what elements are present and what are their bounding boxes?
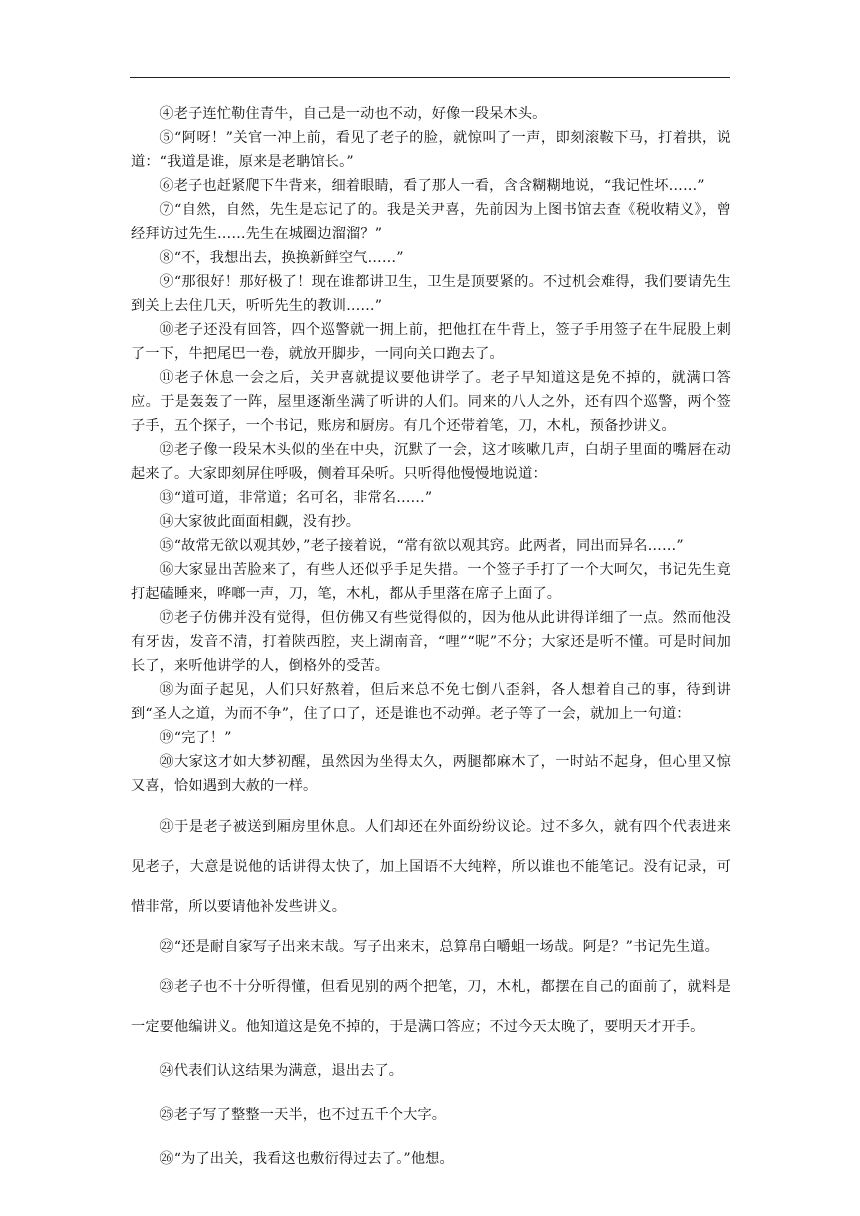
- document-body: [131, 102, 731, 1171]
- paragraph-13: ⑬“道可道，非常道；名可名，非常名……”: [159, 490, 433, 506]
- paragraph-15: ⑮“故常无欲以观其妙，”老子接着说，“常有欲以观其窍。此两者，同出而异名……”: [159, 538, 684, 554]
- paragraph-22: ㉒“还是耐自家写子出来末哉。写子出来末，总算帛白嚼蛆一场哉。阿是？”书记先生道。: [159, 939, 720, 955]
- paragraph-26: ㉖“为了出关，我看这也敷衍得过去了。”他想。: [159, 1151, 454, 1167]
- paragraph-10: ⑩老子还没有回答，四个巡警就一拥上前，把他扛在牛背上，签子手用签子在牛屁股上刺了一下，牛把尾巴一卷，就放开脚步，一同向关口跑去了。: [131, 322, 731, 362]
- paragraph-16: ⑯大家显出苦脸来了，有些人还似乎手足失措。一个签子手打了一个大呵欠，书记先生竟打起磕睡来，哗啷一声，刀，笔，木札，都从手里落在席子上面了。: [131, 562, 731, 602]
- paragraph-12: ⑫老子像一段呆木头似的坐在中央，沉默了一会，这才咳嗽几声，白胡子里面的嘴唇在动起来了。大家即刻屏住呼吸，侧着耳朵听。只听得他慢慢地说道：: [131, 442, 731, 482]
- paragraph-24: ㉔代表们认这结果为满意，退出去了。: [159, 1063, 404, 1079]
- paragraph-23: ㉓老子也不十分听得懂，但看见别的两个把笔，刀，木札，都摆在自己的面前了，就料是一定要他编讲义。他知道这是免不掉的，于是满口答应；不过今天太晚了，要明天才开手。: [131, 979, 731, 1035]
- header-rule: [130, 77, 730, 78]
- paragraph-4: ④老子连忙勒住青牛，自己是一动也不动，好像一段呆木头。: [159, 106, 547, 122]
- paragraph-6: ⑥老子也赶紧爬下牛背来，细着眼睛，看了那人一看，含含糊糊地说，“我记性坏……”: [159, 178, 705, 194]
- paragraph-19: ⑲“完了！”: [159, 730, 232, 746]
- paragraph-5: ⑤“阿呀！”关官一冲上前，看见了老子的脸，就惊叫了一声，即刻滚鞍下马，打着拱，说道：“我道是谁，原来是老聃馆长。”: [131, 130, 731, 170]
- paragraph-20: ⑳大家这才如大梦初醒，虽然因为坐得太久，两腿都麻木了，一时站不起身，但心里又惊又喜，恰如遇到大赦的一样。: [131, 754, 731, 794]
- paragraph-8: ⑧“不，我想出去，换换新鲜空气……”: [159, 250, 404, 266]
- paragraph-21: ㉑于是老子被送到厢房里休息。人们却还在外面纷纷议论。过不多久，就有四个代表进来见老子，大意是说他的话讲得太快了，加上国语不大纯粹，所以谁也不能笔记。没有记录，可惜非常，所以要请他补发些讲义。: [131, 819, 731, 915]
- paragraph-9: ⑨“那很好！那好极了！现在谁都讲卫生，卫生是顶要紧的。不过机会难得，我们要请先生到关上去住几天，听听先生的教训……”: [131, 274, 731, 314]
- paragraph-11: ⑪老子休息一会之后，关尹喜就提议要他讲学了。老子早知道这是免不掉的，就满口答应。于是轰轰了一阵，屋里逐渐坐满了听讲的人们。同来的八人之外，还有四个巡警，两个签子手，五个探子，一个书记，账房和厨房。有几个还带着笔，刀，木札，预备抄讲义。: [131, 370, 731, 434]
- paragraph-17: ⑰老子仿佛并没有觉得，但仿佛又有些觉得似的，因为他从此讲得详细了一点。然而他没有牙齿，发音不清，打着陕西腔，夹上湖南音，“哩”“呢”不分；大家还是听不懂。可是时间加长了，来听他讲学的人，倒格外的受苦。: [131, 610, 731, 674]
- paragraph-7: ⑦“自然，自然，先生是忘记了的。我是关尹喜，先前因为上图书馆去查《税收精义》，曾经拜访过先生……先生在城圈边溜溜？”: [131, 202, 731, 242]
- paragraph-14: ⑭大家彼此面面相觑，没有抄。: [159, 514, 361, 530]
- paragraph-18: ⑱为面子起见，人们只好熬着，但后来总不免七倒八歪斜，各人想着自己的事，待到讲到“圣人之道，为而不争”，住了口了，还是谁也不动弹。老子等了一会，就加上一句道：: [131, 682, 731, 722]
- paragraph-25: ㉕老子写了整整一天半，也不过五千个大字。: [159, 1107, 447, 1123]
